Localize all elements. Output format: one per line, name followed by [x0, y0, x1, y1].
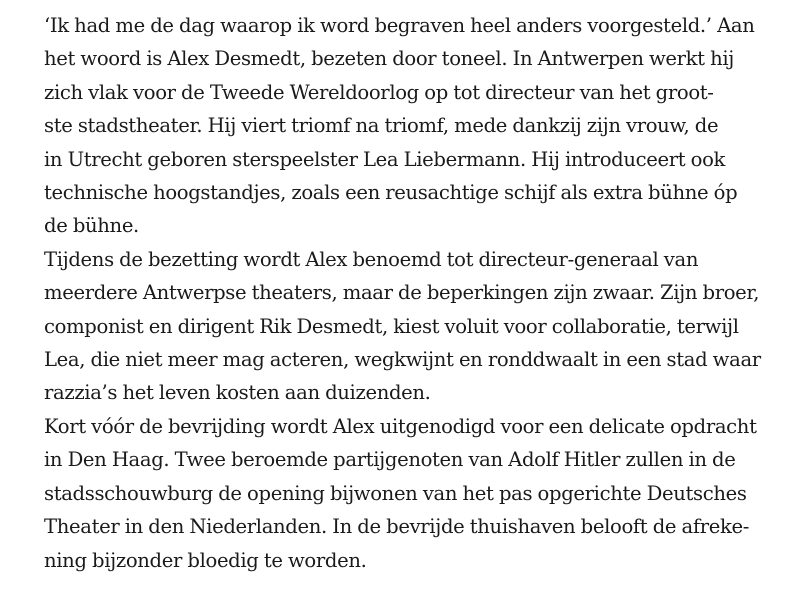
document-page: [44, 9, 784, 577]
text-line: zich vlak voor de Tweede Wereldoorlog op tot directeur van het groot-: [44, 80, 714, 104]
text-line: in Den Haag. Twee beroemde partijgenoten van Adolf Hitler zullen in de: [44, 448, 736, 472]
text-line: ‘Ik had me de dag waarop ik word begraven heel anders voorgesteld.’ Aan: [44, 14, 755, 37]
text-line: razzia’s het leven kosten aan duizenden.: [44, 381, 431, 405]
text-line: componist en dirigent Rik Desmedt, kiest voluit voor collaboratie, terwijl: [44, 314, 739, 338]
text-line: Theater in den Niederlanden. In de bevrijde thuishaven belooft de afreke-: [44, 515, 750, 539]
text-line: in Utrecht geboren sterspeelster Lea Liebermann. Hij introduceert ook: [44, 147, 726, 171]
paragraph-intro: [44, 9, 784, 243]
paragraph-liberation: [44, 410, 784, 577]
text-line: het woord is Alex Desmedt, bezeten door toneel. In Antwerpen werkt hij: [44, 47, 734, 71]
text-line: stadsschouwburg de opening bijwonen van het pas opgerichte Deutsches: [44, 481, 747, 505]
paragraph-occupation: [44, 243, 784, 410]
text-line: Lea, die niet meer mag acteren, wegkwijnt en ronddwaalt in een stad waar: [44, 348, 761, 372]
text-line: technische hoogstandjes, zoals een reusachtige schijf als extra bühne óp: [44, 181, 738, 205]
text-line: meerdere Antwerpse theaters, maar de beperkingen zijn zwaar. Zijn broer,: [44, 281, 760, 305]
text-line: ning bijzonder bloedig te worden.: [44, 548, 367, 572]
text-line: Kort vóór de bevrijding wordt Alex uitgenodigd voor een delicate opdracht: [44, 414, 757, 438]
text-line: de bühne.: [44, 214, 139, 238]
text-line: Tijdens de bezetting wordt Alex benoemd tot directeur-generaal van: [44, 247, 699, 271]
text-line: ste stadstheater. Hij viert triomf na triomf, mede dankzij zijn vrouw, de: [44, 114, 719, 138]
